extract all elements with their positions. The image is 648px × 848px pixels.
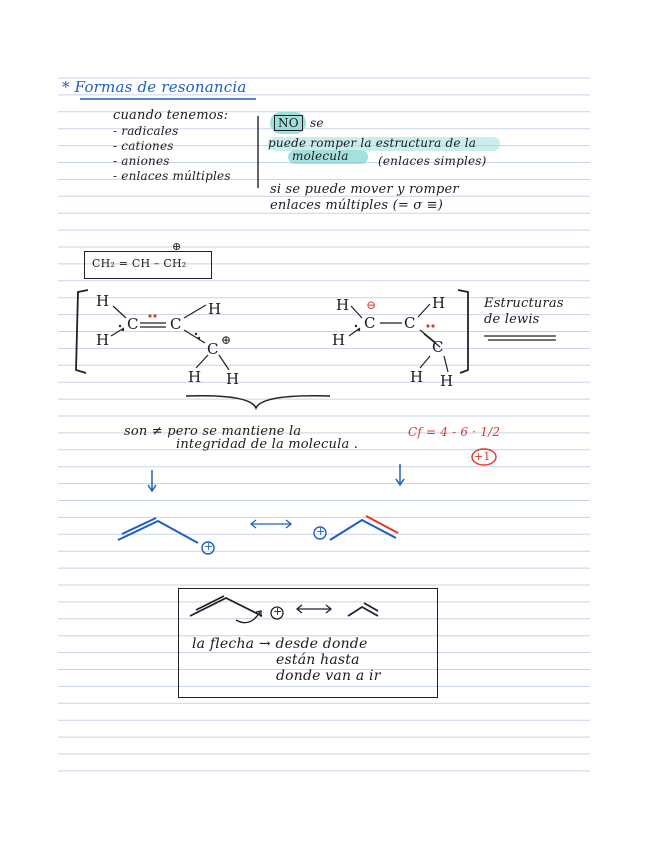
box-text-line: la flecha → desde donde (192, 636, 368, 652)
box-text-line: están hasta (276, 652, 360, 668)
lewis-charge: ⊕ (221, 333, 232, 347)
lewis-c: C (404, 314, 416, 332)
rule1-line1: puede romper la estructura de la (268, 136, 477, 150)
lewis-h: H (336, 296, 350, 314)
lewis-h: H (410, 368, 424, 386)
lewis-c: C (127, 315, 139, 333)
rule1-se: se (310, 116, 324, 130)
lewis-h: H (96, 292, 110, 310)
formula-text: CH₂ = CH – CH₂ (92, 257, 187, 270)
list-item: - radicales (113, 124, 179, 138)
lewis-h: H (96, 331, 110, 349)
lewis-c: C (432, 338, 444, 356)
box-text-line: donde van a ir (276, 668, 381, 684)
no-box: NO (274, 115, 303, 131)
rule2-line1: si se puede mover y romper (270, 182, 459, 197)
cation-plus: + (316, 525, 326, 538)
formula-charge: ⊕ (172, 240, 182, 253)
rule1-note: (enlaces simples) (378, 154, 487, 168)
charge-result: +1 (474, 450, 491, 463)
lewis-c: C (207, 340, 219, 358)
lewis-label: Estructuras (484, 296, 564, 311)
comment-line: integridad de la molecula . (176, 437, 359, 452)
list-item: - cationes (113, 139, 174, 153)
lewis-label: de lewis (484, 312, 540, 327)
box-plus: + (273, 605, 283, 618)
lewis-c: C (364, 314, 376, 332)
cation-plus: + (204, 540, 214, 553)
lewis-h: H (332, 331, 346, 349)
lewis-charge: ⊖ (366, 298, 377, 312)
lewis-h: H (432, 294, 446, 312)
list-item: - aniones (113, 154, 170, 168)
list-item: - enlaces múltiples (113, 169, 231, 183)
rule2-line2: enlaces múltiples (= σ ≡) (270, 198, 444, 213)
lewis-h: H (188, 368, 202, 386)
lewis-h: H (208, 300, 222, 318)
lewis-h: H (226, 370, 240, 388)
rule1-line2: molecula (292, 149, 349, 163)
page-title: * Formas de resonancia (62, 78, 247, 96)
lewis-c: C (170, 315, 182, 333)
charge-calc: Cf = 4 - 6 · 1/2 (408, 425, 501, 439)
lewis-h: H (440, 372, 454, 390)
comment-line: son ≠ pero se mantiene la (124, 424, 302, 439)
intro-text: cuando tenemos: (113, 108, 229, 123)
